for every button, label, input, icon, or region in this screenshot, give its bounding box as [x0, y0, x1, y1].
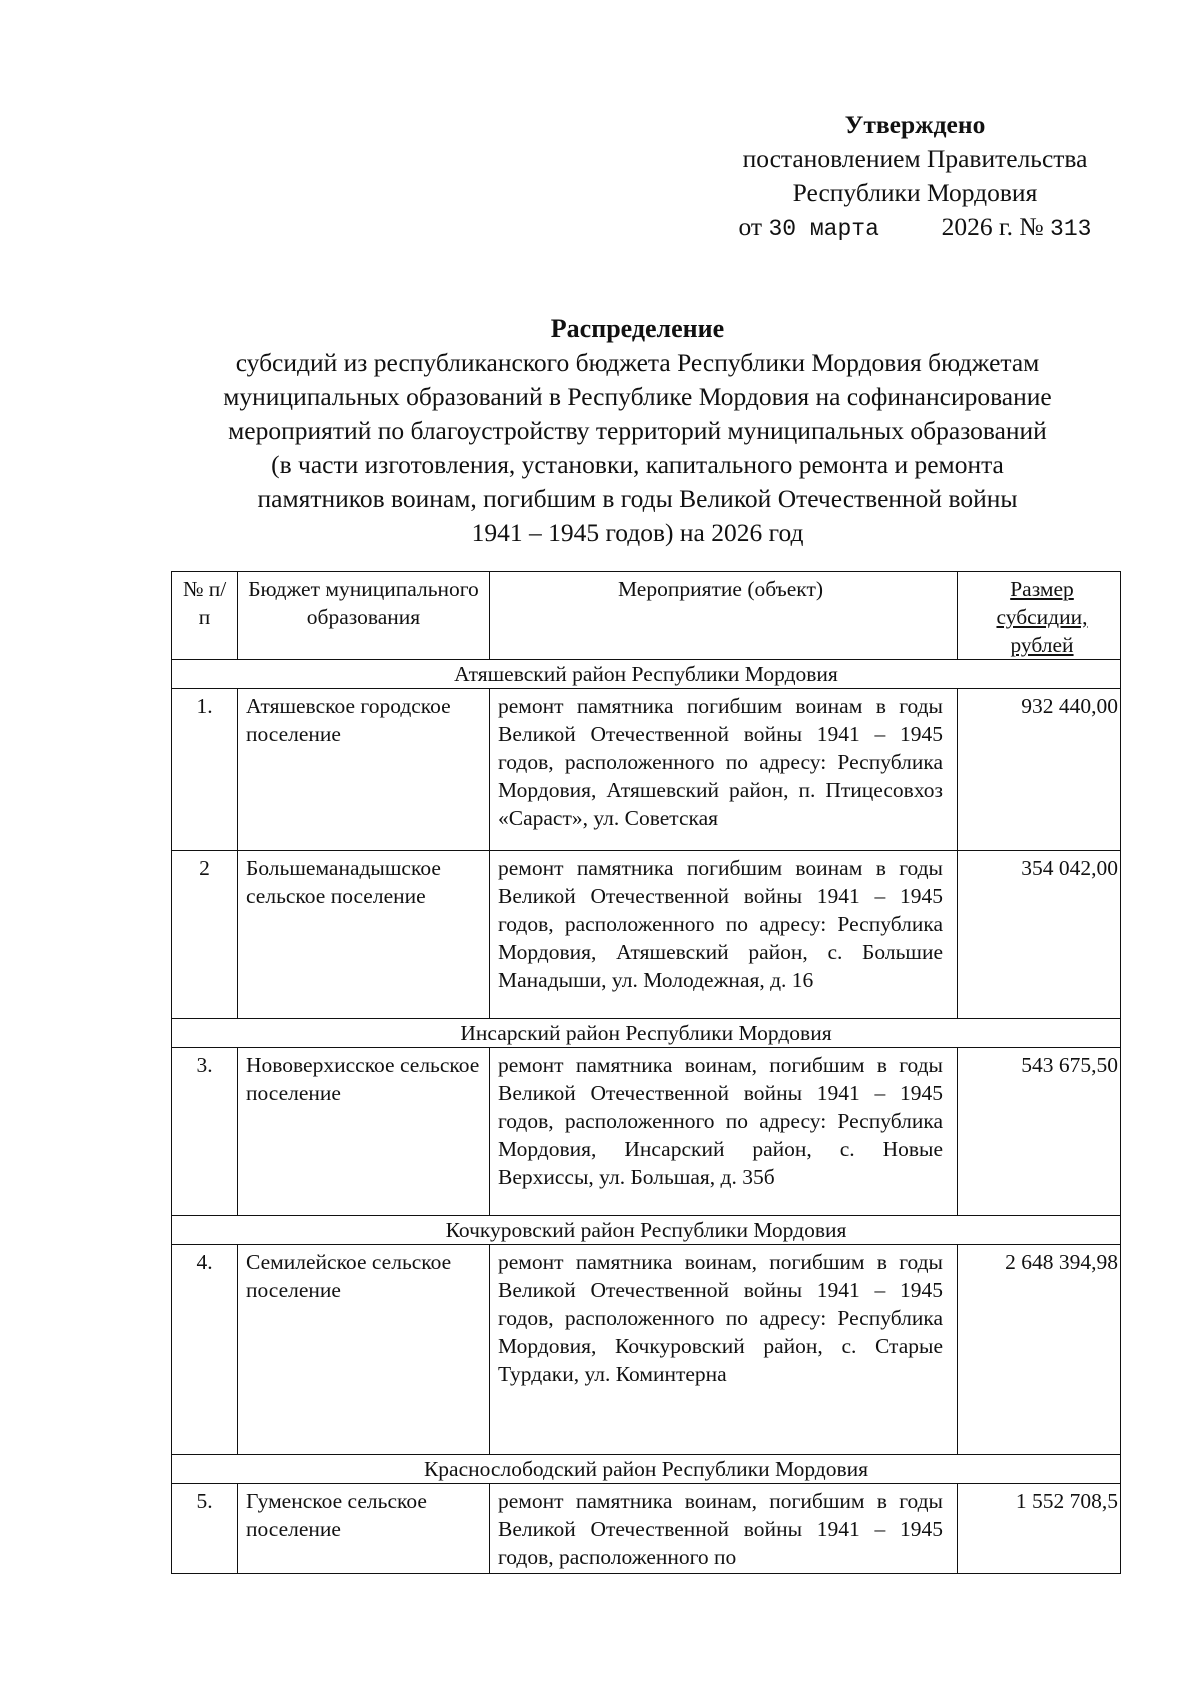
row-budget: Атяшевское городское поселение	[238, 689, 490, 851]
region-row	[172, 1216, 1121, 1245]
row-amount: 932 440,00	[958, 689, 1121, 851]
row-amount: 1 552 708,5	[958, 1484, 1121, 1574]
row-budget: Семилейское сельское поселение	[238, 1245, 490, 1455]
approval-title: Утверждено	[844, 110, 986, 139]
row-budget: Гуменское сельское поселение	[238, 1484, 490, 1574]
region-label: Инсарский район Республики Мордовия	[172, 1019, 1121, 1048]
approval-year: 2026 г. №	[941, 212, 1044, 241]
row-amount: 543 675,50	[958, 1048, 1121, 1216]
table-row	[172, 689, 1121, 851]
approval-stamp	[700, 108, 1130, 246]
heading-line: 1941 – 1945 годов) на 2026 год	[471, 518, 804, 547]
region-row	[172, 1019, 1121, 1048]
approval-date-line	[700, 210, 1130, 246]
row-num: 5.	[172, 1484, 238, 1574]
row-num: 2	[172, 851, 238, 1019]
header-amount: Размер субсидии, рублей	[958, 572, 1121, 660]
row-event: ремонт памятника погибшим воинам в годы Великой Отечественной войны 1941 – 1945 годов, расположенного по адресу: Республика Мордовия, Атяшевский район, п. Птицесовхоз «Сараст», ул. Советская	[490, 689, 958, 851]
row-num: 1.	[172, 689, 238, 851]
row-event: ремонт памятника воинам, погибшим в годы Великой Отечественной войны 1941 – 1945 годов, расположенного по адресу: Республика Мордовия, Инсарский район, с. Новые Верхиссы, ул. Большая, д. 35б	[490, 1048, 958, 1216]
approval-line-1: постановлением Правительства	[742, 144, 1088, 173]
header-num: № п/п	[172, 572, 238, 660]
heading-line: (в части изготовления, установки, капитального ремонта и ремонта	[271, 450, 1004, 479]
row-amount: 2 648 394,98	[958, 1245, 1121, 1455]
row-num: 3.	[172, 1048, 238, 1216]
row-num: 4.	[172, 1245, 238, 1455]
table-row	[172, 851, 1121, 1019]
date-prefix: от	[738, 212, 763, 241]
heading-line: мероприятий по благоустройству территорий муниципальных образований	[228, 416, 1047, 445]
row-budget: Нововерхисское сельское поселение	[238, 1048, 490, 1216]
table-row	[172, 1245, 1121, 1455]
heading-line: субсидий из республиканского бюджета Республики Мордовия бюджетам	[235, 348, 1040, 377]
region-label: Атяшевский район Республики Мордовия	[172, 660, 1121, 689]
document-title: Распределение	[550, 314, 725, 343]
row-event: ремонт памятника воинам, погибшим в годы Великой Отечественной войны 1941 – 1945 годов, расположенного по	[490, 1484, 958, 1574]
subsidy-table	[171, 571, 1121, 1574]
region-row	[172, 1455, 1121, 1484]
approval-date: 30 марта	[768, 216, 879, 242]
heading-line: муниципальных образований в Республике Мордовия на софинансирование	[223, 382, 1052, 411]
row-event: ремонт памятника погибшим воинам в годы Великой Отечественной войны 1941 – 1945 годов, расположенного по адресу: Республика Мордовия, Атяшевский район, с. Большие Манадыши, ул. Молодежная, д. 16	[490, 851, 958, 1019]
region-label: Кочкуровский район Республики Мордовия	[172, 1216, 1121, 1245]
region-label: Краснослободский район Республики Мордовия	[172, 1455, 1121, 1484]
document-heading	[150, 312, 1125, 550]
row-event: ремонт памятника воинам, погибшим в годы Великой Отечественной войны 1941 – 1945 годов, расположенного по адресу: Республика Мордовия, Кочкуровский район, с. Старые Турдаки, ул. Коминтерна	[490, 1245, 958, 1455]
table-row	[172, 1484, 1121, 1574]
heading-line: памятников воинам, погибшим в годы Великой Отечественной войны	[257, 484, 1018, 513]
row-amount: 354 042,00	[958, 851, 1121, 1019]
header-budget: Бюджет муниципального образования	[238, 572, 490, 660]
approval-number: 313	[1050, 216, 1092, 242]
header-event: Мероприятие (объект)	[490, 572, 958, 660]
row-budget: Большеманадышское сельское поселение	[238, 851, 490, 1019]
table-header-row	[172, 572, 1121, 660]
approval-line-2: Республики Мордовия	[792, 178, 1038, 207]
table-row	[172, 1048, 1121, 1216]
region-row	[172, 660, 1121, 689]
